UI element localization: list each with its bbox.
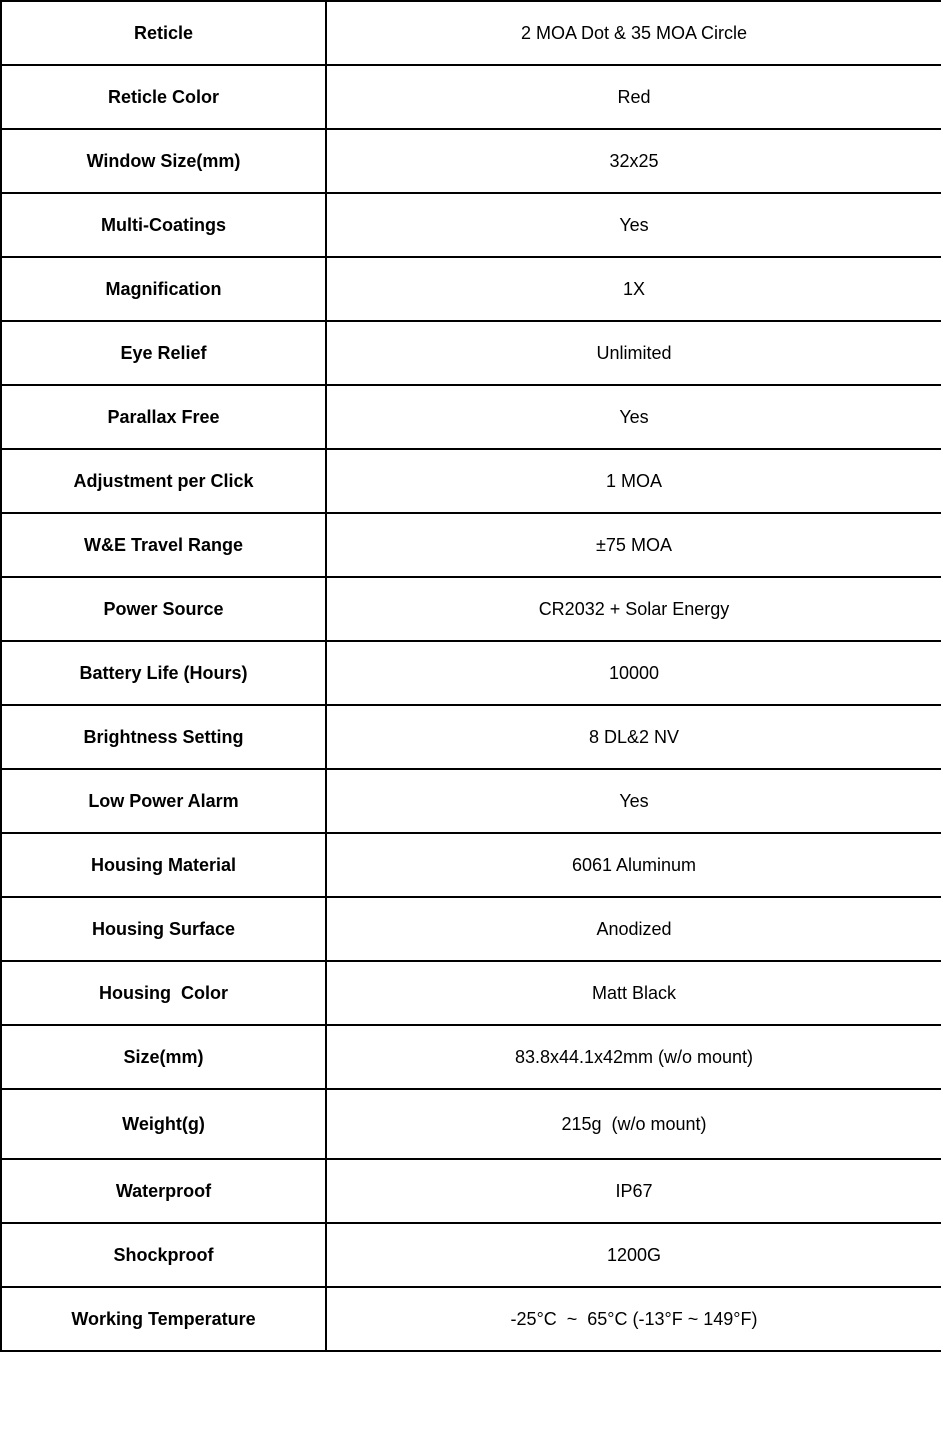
spec-value: 215g (w/o mount) [326,1089,941,1159]
spec-value: Yes [326,769,941,833]
spec-value: CR2032 + Solar Energy [326,577,941,641]
table-row [1,1223,941,1287]
table-row [1,769,941,833]
table-row [1,129,941,193]
spec-label: Waterproof [1,1159,326,1223]
spec-label: Weight(g) [1,1089,326,1159]
spec-label: Size(mm) [1,1025,326,1089]
table-row [1,897,941,961]
spec-label: Parallax Free [1,385,326,449]
spec-value: Yes [326,385,941,449]
spec-label: Housing Color [1,961,326,1025]
spec-value: 1200G [326,1223,941,1287]
spec-value: -25°C ~ 65°C (-13°F ~ 149°F) [326,1287,941,1351]
table-row [1,961,941,1025]
spec-value: Anodized [326,897,941,961]
spec-value: Yes [326,193,941,257]
spec-label: Power Source [1,577,326,641]
spec-value: Matt Black [326,961,941,1025]
spec-label: W&E Travel Range [1,513,326,577]
table-row [1,449,941,513]
spec-label: Reticle [1,1,326,65]
table-row [1,833,941,897]
spec-label: Low Power Alarm [1,769,326,833]
table-row [1,641,941,705]
spec-label: Shockproof [1,1223,326,1287]
spec-value: Red [326,65,941,129]
table-row [1,513,941,577]
table-row [1,1159,941,1223]
table-row [1,1025,941,1089]
table-row [1,1089,941,1159]
spec-label: Reticle Color [1,65,326,129]
table-row [1,321,941,385]
spec-value: 10000 [326,641,941,705]
spec-label: Adjustment per Click [1,449,326,513]
table-row [1,65,941,129]
spec-value: 1 MOA [326,449,941,513]
spec-value: IP67 [326,1159,941,1223]
spec-label: Brightness Setting [1,705,326,769]
table-row [1,257,941,321]
table-row [1,1,941,65]
spec-label: Working Temperature [1,1287,326,1351]
table-row [1,705,941,769]
spec-label: Magnification [1,257,326,321]
spec-value: ±75 MOA [326,513,941,577]
spec-label: Eye Relief [1,321,326,385]
spec-value: 6061 Aluminum [326,833,941,897]
table-row [1,1287,941,1351]
spec-value: 1X [326,257,941,321]
spec-label: Housing Surface [1,897,326,961]
spec-value: 2 MOA Dot & 35 MOA Circle [326,1,941,65]
spec-value: 83.8x44.1x42mm (w/o mount) [326,1025,941,1089]
spec-label: Window Size(mm) [1,129,326,193]
spec-value: 8 DL&2 NV [326,705,941,769]
spec-value: Unlimited [326,321,941,385]
spec-value: 32x25 [326,129,941,193]
spec-label: Multi-Coatings [1,193,326,257]
spec-label: Battery Life (Hours) [1,641,326,705]
table-row [1,385,941,449]
table-row [1,193,941,257]
spec-label: Housing Material [1,833,326,897]
table-row [1,577,941,641]
